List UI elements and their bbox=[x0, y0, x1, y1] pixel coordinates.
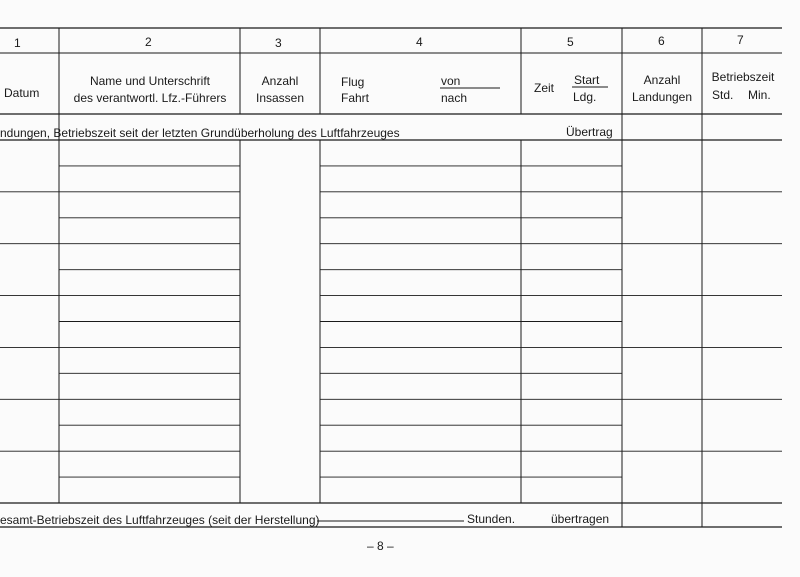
col3-number: 3 bbox=[275, 36, 282, 50]
col6-header-line2: Landungen bbox=[631, 90, 693, 104]
col7-header bbox=[702, 70, 784, 84]
col4-header-nach: nach bbox=[441, 91, 468, 105]
col7-number: 7 bbox=[737, 33, 744, 47]
col7-header-std: Std. bbox=[712, 88, 734, 102]
col6-header bbox=[622, 73, 702, 104]
col2-header-line2: des verantwortl. Lfz.-Führers bbox=[73, 91, 227, 105]
col4-number: 4 bbox=[416, 35, 423, 49]
col5-header-start: Start bbox=[574, 73, 600, 87]
col1-header: Datum bbox=[4, 86, 40, 100]
col4-header-von: von bbox=[441, 74, 461, 88]
col2-header-line1: Name und Unterschrift bbox=[89, 74, 211, 88]
col3-header-line1: Anzahl bbox=[261, 74, 299, 88]
col6-number: 6 bbox=[658, 34, 665, 48]
col5-header-ldg: Ldg. bbox=[573, 90, 597, 104]
col4-header-fahrt: Fahrt bbox=[341, 91, 370, 105]
col3-header bbox=[240, 74, 320, 105]
col5-header-zeit: Zeit bbox=[534, 81, 555, 95]
col3-header-line2: Insassen bbox=[255, 91, 305, 105]
col7-header-min: Min. bbox=[748, 88, 771, 102]
col7-header-line1: Betriebszeit bbox=[711, 70, 775, 84]
footer-text: esamt-Betriebszeit des Luftfahrzeuges (seit der Herstellung) bbox=[0, 513, 320, 527]
footer-unit: Stunden. bbox=[467, 512, 516, 526]
col4-header-flug: Flug bbox=[341, 75, 365, 89]
carry-row-text: ndungen, Betriebszeit seit der letzten Grundüberholung des Luftfahrzeuges bbox=[0, 126, 400, 140]
col2-number: 2 bbox=[145, 35, 152, 49]
page-number: – 8 – bbox=[367, 539, 394, 553]
col6-header-line1: Anzahl bbox=[643, 73, 681, 87]
col5-number: 5 bbox=[567, 35, 574, 49]
col1-number: 1 bbox=[14, 36, 21, 50]
col2-header bbox=[60, 74, 240, 105]
footer-label: übertragen bbox=[551, 512, 610, 526]
carry-row-label: Übertrag bbox=[566, 125, 613, 139]
